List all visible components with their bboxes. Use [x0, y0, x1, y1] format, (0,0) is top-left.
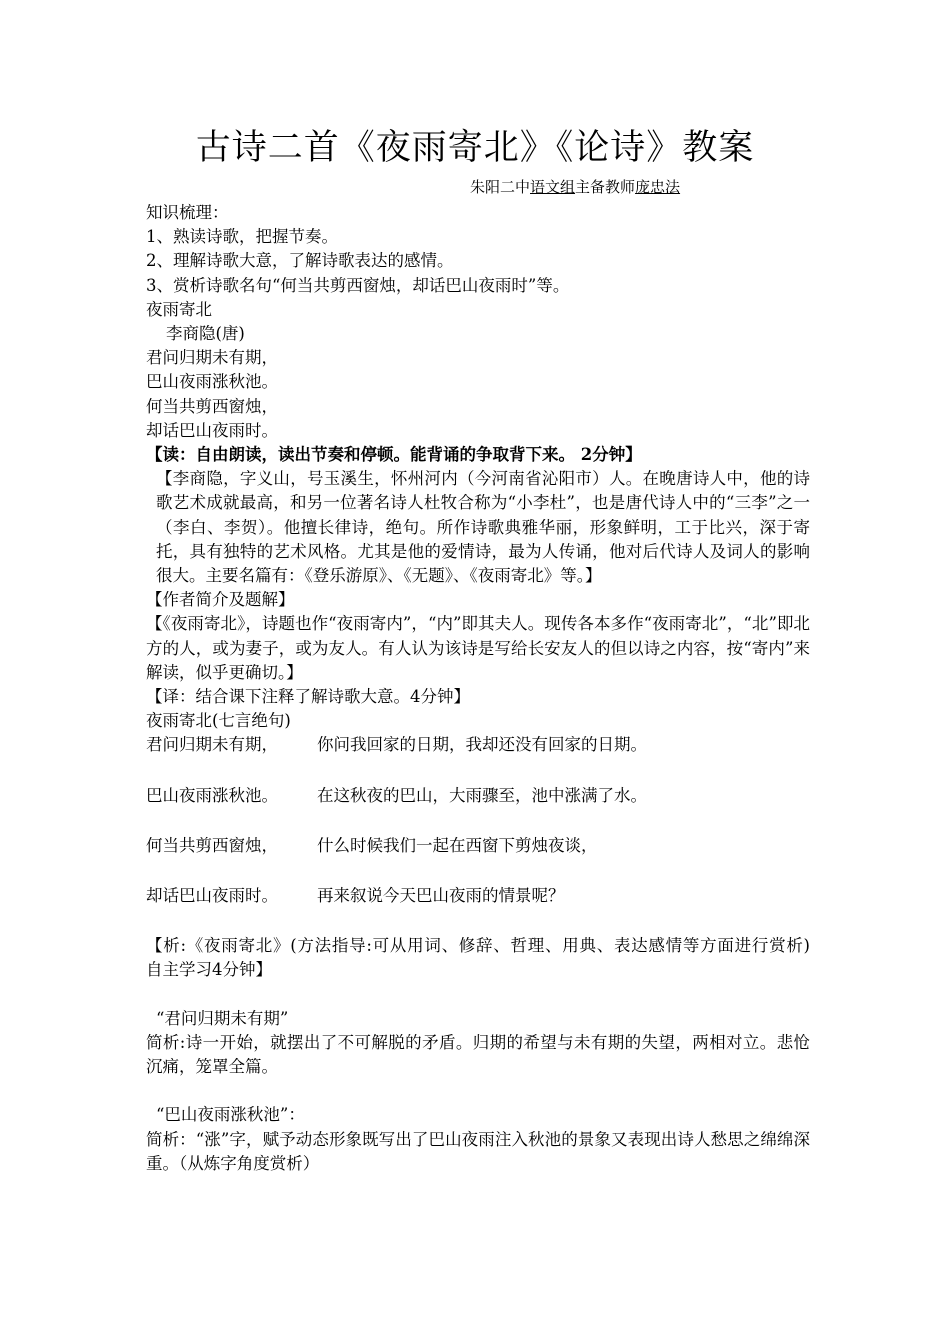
translation-original: 何当共剪西窗烛， — [146, 835, 278, 855]
byline-group: 语文组 — [530, 178, 576, 196]
analysis-task: 【析:《夜雨寄北》(方法指导:可从用词、修辞、哲理、用典、表达感情等方面进行赏析) 自主学习4分钟】 — [146, 936, 843, 980]
poem-line: 巴山夜雨涨秋池。 — [146, 372, 278, 392]
page-title: 古诗二首《夜雨寄北》《论诗》教案 — [195, 128, 755, 168]
spacer — [146, 983, 810, 1007]
read-task: 【读：自由朗读，读出节奏和停顿。能背诵的争取背下来。 2分钟】 — [146, 445, 642, 465]
analysis-quote: “巴山夜雨涨秋池”： — [156, 1105, 305, 1125]
translation-modern: 再来叙说今天巴山夜雨的情景呢？ — [317, 886, 565, 906]
translation-original: 却话巴山夜雨时。 — [146, 886, 278, 906]
translation-original: 君问归期未有期， — [146, 735, 278, 755]
translation-row — [146, 784, 810, 808]
poem-author: 李商隐(唐) — [166, 324, 245, 344]
goal-item: 2、理解诗歌大意，了解诗歌表达的感情。 — [146, 251, 454, 271]
translation-row — [146, 884, 810, 908]
translation-modern: 你问我回家的日期，我却还没有回家的日期。 — [317, 735, 647, 755]
translation-modern: 在这秋夜的巴山，大雨骤至，池中涨满了水。 — [317, 785, 647, 805]
translate-heading: 夜雨寄北(七言绝句) — [146, 711, 291, 731]
poem-title: 夜雨寄北 — [146, 299, 212, 319]
poem-line: 君问归期未有期， — [146, 348, 278, 368]
byline-school: 朱阳二中 — [470, 178, 531, 196]
document-body — [146, 201, 843, 1176]
spacer — [146, 758, 810, 784]
translate-task: 【译：结合课下注释了解诗歌大意。4分钟】 — [146, 687, 470, 707]
spacer — [146, 858, 810, 884]
knowledge-heading: 知识梳理： — [146, 203, 229, 222]
translation-row — [146, 834, 810, 858]
poem-line: 却话巴山夜雨时。 — [146, 420, 278, 440]
spacer — [146, 908, 810, 934]
title-explanation: 【《夜雨寄北》，诗题也作“夜雨寄内”，“内”即其夫人。现传各本多作“夜雨寄北”，“北”即北方的人，或为妻子，或为友人。有人认为该诗是写给长安友人的但以诗之内容，按“寄内”来解读，似乎更确切。】 — [146, 614, 810, 682]
translation-row — [146, 733, 810, 757]
byline-teacher: 庞忠法 — [635, 178, 681, 196]
translation-modern: 什么时候我们一起在西窗下剪烛夜谈， — [317, 835, 598, 855]
byline — [470, 176, 680, 198]
goal-item: 1、熟读诗歌，把握节奏。 — [146, 227, 338, 247]
intro-heading: 【作者简介及题解】 — [146, 590, 295, 610]
goal-item: 3、赏析诗歌名句“何当共剪西窗烛，却话巴山夜雨时”等。 — [146, 275, 570, 295]
analysis-text: 简析:诗一开始，就摆出了不可解脱的矛盾。归期的希望与未有期的失望，两相对立。悲怆沉痛，笼罩全篇。 — [146, 1032, 810, 1077]
spacer — [146, 1079, 810, 1103]
analysis-quote: “君问归期未有期” — [156, 1008, 289, 1028]
byline-role: 主备教师 — [575, 178, 636, 196]
poem-line: 何当共剪西窗烛， — [146, 396, 278, 416]
author-bio: 【李商隐，字义山，号玉溪生，怀州河内（今河南省沁阳市）人。在晚唐诗人中，他的诗歌艺术成就最高，和另一位著名诗人杜牧合称为“小李杜”，也是唐代诗人中的“三李”之一（李白、李贺）。他擅长律诗，绝句。所作诗歌典雅华丽，形象鲜明，工于比兴，深于寄托，具有独特的艺术风格。尤其是他的爱情诗，最为人传诵，他对后代诗人及词人的影响很大。主要名篇有：《登乐游原》、《无题》、《夜雨寄北》等。】 — [156, 469, 810, 586]
spacer — [146, 808, 810, 834]
translation-original: 巴山夜雨涨秋池。 — [146, 785, 278, 805]
analysis-text: 简析：“涨”字，赋予动态形象既写出了巴山夜雨注入秋池的景象又表现出诗人愁思之绵绵深重。（从炼字角度赏析） — [146, 1129, 810, 1173]
